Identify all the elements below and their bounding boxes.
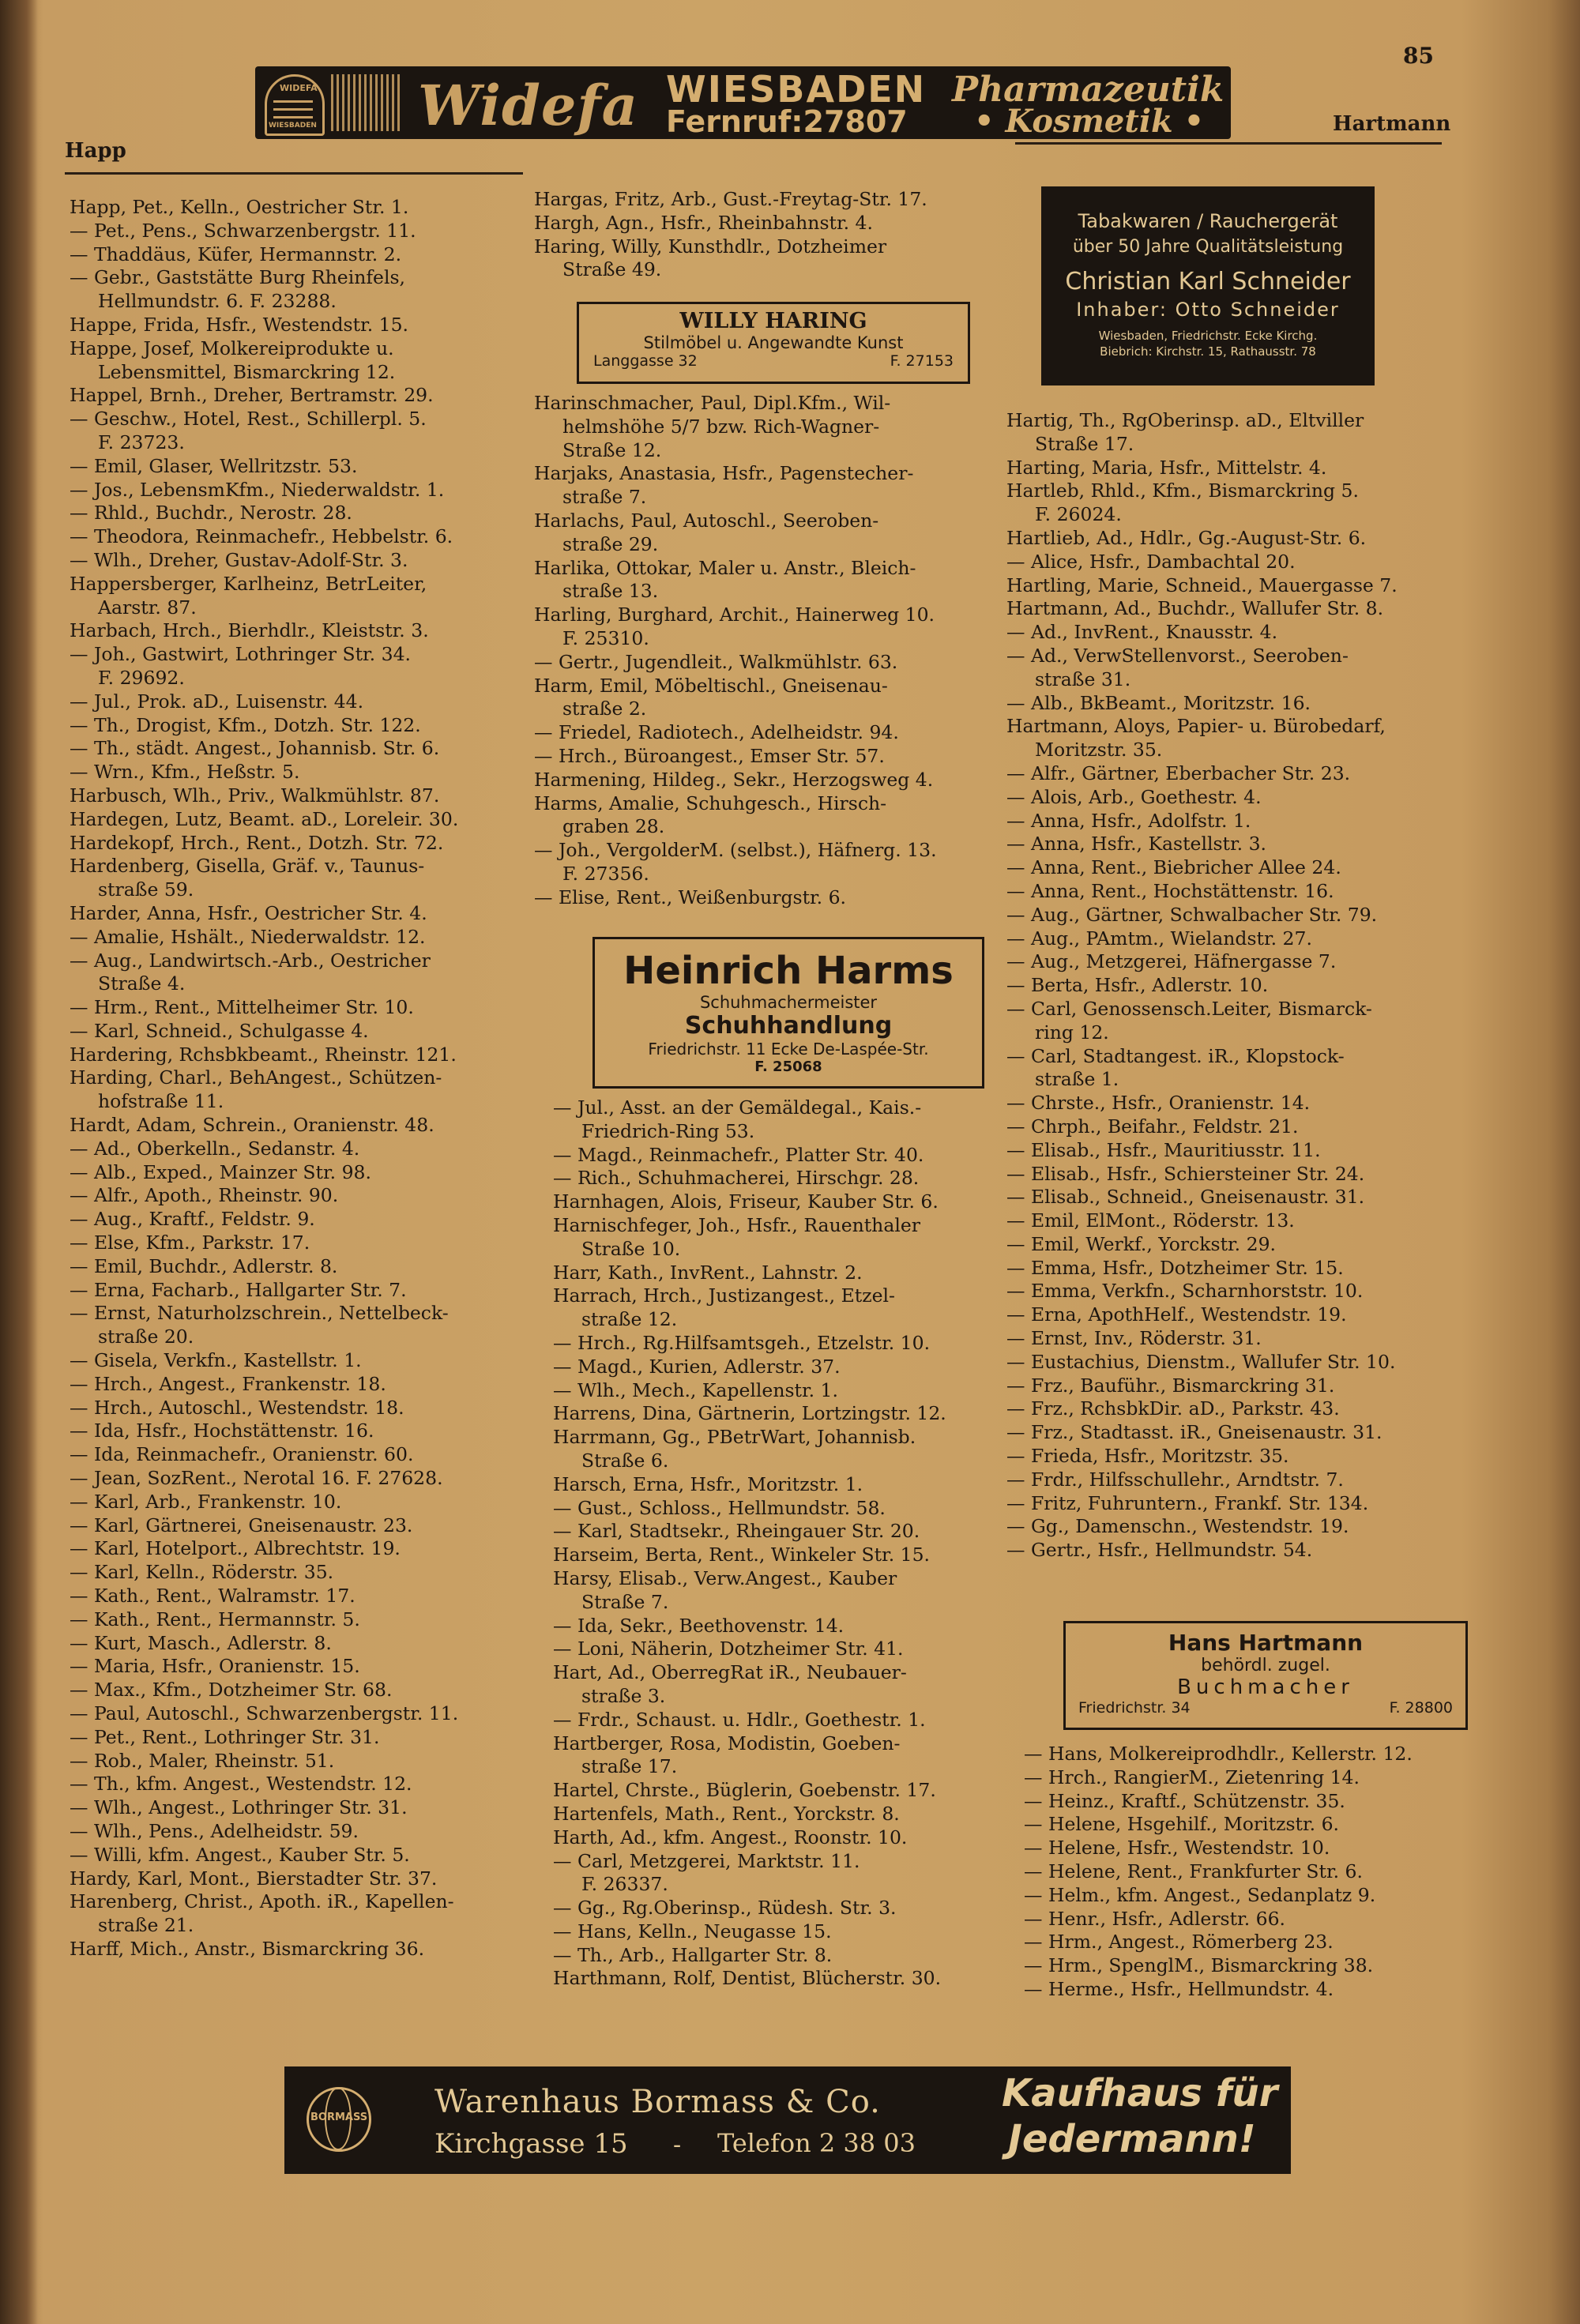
column-2-middle xyxy=(534,392,937,910)
directory-entry: — Elisab., Hsfr., Schiersteiner Str. 24. xyxy=(1006,1162,1365,1185)
directory-entry: — Aug., Gärtner, Schwalbacher Str. 79. xyxy=(1006,903,1378,926)
directory-entry: Straße 4. xyxy=(98,972,186,995)
directory-entry: — Emil, Buchdr., Adlerstr. 8. xyxy=(70,1254,338,1277)
footer-ad-phone: Telefon 2 38 03 xyxy=(717,2128,916,2158)
directory-entry: Harthmann, Rolf, Dentist, Blücherstr. 30. xyxy=(553,1967,942,1990)
directory-entry: Hardt, Adam, Schrein., Oranienstr. 48. xyxy=(70,1114,434,1137)
directory-entry: — Elisab., Schneid., Gneisenaustr. 31. xyxy=(1006,1186,1365,1209)
directory-entry: — Anna, Hsfr., Adolfstr. 1. xyxy=(1006,809,1251,832)
directory-entry: — Aug., Kraftf., Feldstr. 9. xyxy=(70,1208,315,1231)
directory-entry: Harmening, Hildeg., Sekr., Herzogsweg 4. xyxy=(534,768,934,791)
ad-warenhaus-bormass: BORMASS Warenhaus Bormass & Co. Kirchgasse 15 - Telefon 2 38 03 Kaufhaus für Jedermann! xyxy=(284,2066,1291,2174)
directory-entry: Straße 6. xyxy=(581,1449,669,1472)
directory-entry: Hartling, Marie, Schneid., Mauergasse 7. xyxy=(1006,573,1398,596)
directory-entry: Hart, Ad., OberregRat iR., Neubauer- xyxy=(553,1661,907,1684)
directory-entry: straße 17. xyxy=(581,1755,678,1778)
directory-entry: — Emma, Verkfn., Scharnhorststr. 10. xyxy=(1006,1280,1364,1303)
directory-entry: Hartlieb, Ad., Hdlr., Gg.-August-Str. 6. xyxy=(1006,526,1367,549)
directory-entry: — Jul., Prok. aD., Luisenstr. 44. xyxy=(70,690,364,713)
directory-entry: — Alice, Hsfr., Dambachtal 20. xyxy=(1006,550,1296,573)
column-3-bottom xyxy=(1024,1743,1413,2002)
directory-entry: — Th., kfm. Angest., Westendstr. 12. xyxy=(70,1773,412,1796)
directory-entry: straße 13. xyxy=(562,580,659,603)
header-rule-right xyxy=(1015,142,1442,145)
ad-haring-name: WILLY HARING xyxy=(679,309,867,333)
directory-entry: Harting, Maria, Hsfr., Mittelstr. 4. xyxy=(1006,456,1327,479)
directory-entry: Lebensmittel, Bismarckring 12. xyxy=(98,360,396,383)
directory-entry: — Helene, Rent., Frankfurter Str. 6. xyxy=(1024,1860,1363,1882)
directory-entry: — Gertr., Hsfr., Hellmundstr. 54. xyxy=(1006,1539,1313,1562)
directory-entry: — Th., Arb., Hallgarter Str. 8. xyxy=(553,1943,833,1966)
directory-entry: Harenberg, Christ., Apoth. iR., Kapellen- xyxy=(70,1890,454,1913)
ad-willy-haring xyxy=(577,302,970,384)
directory-entry: helmshöhe 5/7 bzw. Rich-Wagner- xyxy=(562,415,880,438)
page-number: 85 xyxy=(1403,43,1434,69)
directory-entry: Hartmann, Aloys, Papier- u. Bürobedarf, xyxy=(1006,715,1386,738)
directory-entry: — Hans, Kelln., Neugasse 15. xyxy=(553,1920,832,1942)
directory-entry: Harm, Emil, Möbeltischl., Gneisenau- xyxy=(534,674,888,697)
directory-entry: — Carl, Metzgerei, Marktstr. 11. xyxy=(553,1849,860,1872)
directory-entry: — Erna, ApothHelf., Westendstr. 19. xyxy=(1006,1303,1347,1326)
ad-schneider-owner: Inhaber: Otto Schneider xyxy=(1076,299,1340,321)
directory-entry: — Karl, Arb., Frankenstr. 10. xyxy=(70,1490,342,1513)
ad-schneider-addr1: Wiesbaden, Friedrichstr. Ecke Kirchg. xyxy=(1098,329,1318,343)
directory-entry: — Anna, Rent., Hochstättenstr. 16. xyxy=(1006,879,1334,902)
directory-entry: Harms, Amalie, Schuhgesch., Hirsch- xyxy=(534,792,887,814)
ad-harms-phone: F. 25068 xyxy=(754,1059,822,1075)
directory-entry: Straße 12. xyxy=(562,438,662,461)
directory-entry: — Wrn., Kfm., Heßstr. 5. xyxy=(70,761,300,784)
directory-entry: Harder, Anna, Hsfr., Oestricher Str. 4. xyxy=(70,901,427,924)
directory-entry: — Magd., Reinmachefr., Platter Str. 40. xyxy=(553,1143,924,1166)
globe-icon xyxy=(307,2087,371,2152)
directory-entry: Hargh, Agn., Hsfr., Rheinbahnstr. 4. xyxy=(534,211,873,234)
directory-entry: — Friedel, Radiotech., Adelheidstr. 94. xyxy=(534,721,899,744)
directory-entry: — Ida, Hsfr., Hochstättenstr. 16. xyxy=(70,1420,374,1442)
directory-entry: — Gg., Rg.Oberinsp., Rüdesh. Str. 3. xyxy=(553,1897,897,1920)
directory-entry: — Joh., VergolderM. (selbst.), Häfnerg. 13. xyxy=(534,839,937,862)
ad-haring-line: Stilmöbel u. Angewandte Kunst xyxy=(643,333,904,352)
directory-entry: — Anna, Rent., Biebricher Allee 24. xyxy=(1006,856,1341,879)
directory-entry: — Theodora, Reinmachefr., Hebbelstr. 6. xyxy=(70,525,453,548)
directory-entry: — Aug., Landwirtsch.-Arb., Oestricher xyxy=(70,949,431,972)
ad-haring-address: Langgasse 32 xyxy=(593,352,698,370)
directory-entry: Harsch, Erna, Hsfr., Moritzstr. 1. xyxy=(553,1472,863,1495)
directory-entry: — Willi, kfm. Angest., Kauber Str. 5. xyxy=(70,1843,410,1866)
directory-entry: — Elise, Rent., Weißenburgstr. 6. xyxy=(534,886,847,908)
directory-entry: — Loni, Näherin, Dotzheimer Str. 41. xyxy=(553,1638,904,1660)
directory-entry: — Emil, Werkf., Yorckstr. 29. xyxy=(1006,1232,1276,1255)
footer-ad-address: Kirchgasse 15 xyxy=(434,2128,628,2160)
directory-entry: — Henr., Hsfr., Adlerstr. 66. xyxy=(1024,1907,1286,1930)
directory-entry: Hartleb, Rhld., Kfm., Bismarckring 5. xyxy=(1006,479,1359,502)
ad-haring-phone: F. 27153 xyxy=(890,352,954,370)
directory-entry: — Aug., PAmtm., Wielandstr. 27. xyxy=(1006,927,1312,950)
directory-entry: — Fritz, Fuhruntern., Frankf. Str. 134. xyxy=(1006,1491,1369,1514)
directory-entry: — Ernst, Inv., Röderstr. 31. xyxy=(1006,1327,1262,1350)
directory-entry: hofstraße 11. xyxy=(98,1090,224,1113)
directory-entry: — Anna, Hsfr., Kastellstr. 3. xyxy=(1006,833,1266,856)
footer-ad-slogan2: Jedermann! xyxy=(1008,2117,1256,2161)
widefa-badge-logo xyxy=(265,74,325,136)
ad-schneider-addr2: Biebrich: Kirchstr. 15, Rathausstr. 78 xyxy=(1100,344,1316,359)
directory-entry: straße 2. xyxy=(562,698,647,720)
directory-entry: F. 23723. xyxy=(98,431,185,453)
ad-harms-address: Friedrichstr. 11 Ecke De-Laspée-Str. xyxy=(648,1040,929,1059)
badge-bottom-text: WIESBADEN xyxy=(269,122,317,130)
directory-entry: — Emil, ElMont., Röderstr. 13. xyxy=(1006,1209,1295,1232)
directory-entry: Hargas, Fritz, Arb., Gust.-Freytag-Str. 17. xyxy=(534,188,927,210)
directory-entry: Happ, Pet., Kelln., Oestricher Str. 1. xyxy=(70,196,409,218)
directory-entry: — Alfr., Gärtner, Eberbacher Str. 23. xyxy=(1006,762,1351,784)
directory-entry: — Ad., VerwStellenvorst., Seeroben- xyxy=(1006,644,1349,667)
ad-schneider-line1: Tabakwaren / Rauchergerät xyxy=(1078,210,1338,232)
directory-entry: Haring, Willy, Kunsthdlr., Dotzheimer xyxy=(534,235,887,258)
ad-hans-hartmann xyxy=(1063,1621,1468,1730)
directory-entry: Harnischfeger, Joh., Hsfr., Rauenthaler xyxy=(553,1213,920,1236)
directory-entry: Harbach, Hrch., Bierhdlr., Kleiststr. 3. xyxy=(70,619,429,642)
globe-label: BORMASS xyxy=(310,2112,368,2123)
directory-entry: — Frdr., Schaust. u. Hdlr., Goethestr. 1. xyxy=(553,1708,926,1731)
left-running-head: Happ xyxy=(65,139,126,163)
ad-harms-name: Heinrich Harms xyxy=(623,949,954,993)
directory-entry: — Gg., Damenschn., Westendstr. 19. xyxy=(1006,1515,1349,1538)
directory-entry: — Joh., Gastwirt, Lothringer Str. 34. xyxy=(70,643,411,666)
footer-ad-slogan1: Kaufhaus für xyxy=(1002,2071,1278,2115)
directory-entry: Happel, Brnh., Dreher, Bertramstr. 29. xyxy=(70,384,434,407)
directory-entry: straße 3. xyxy=(581,1684,666,1707)
directory-entry: straße 20. xyxy=(98,1326,194,1348)
ad-schneider-name: Christian Karl Schneider xyxy=(1065,268,1351,295)
directory-entry: — Paul, Autoschl., Schwarzenbergstr. 11. xyxy=(70,1702,459,1724)
directory-entry: Straße 17. xyxy=(1035,432,1134,455)
directory-entry: — Th., städt. Angest., Johannisb. Str. 6. xyxy=(70,737,440,760)
directory-entry: — Kurt, Masch., Adlerstr. 8. xyxy=(70,1631,332,1654)
directory-entry: — Hans, Molkereiprodhdlr., Kellerstr. 12. xyxy=(1024,1743,1413,1765)
directory-entry: — Jean, SozRent., Nerotal 16. F. 27628. xyxy=(70,1467,443,1490)
directory-entry: — Max., Kfm., Dotzheimer Str. 68. xyxy=(70,1679,393,1702)
directory-entry: Moritzstr. 35. xyxy=(1035,739,1163,762)
directory-entry: straße 29. xyxy=(562,532,659,555)
directory-entry: — Gebr., Gaststätte Burg Rheinfels, xyxy=(70,266,406,289)
ad-hartmann-name: Hans Hartmann xyxy=(1168,1630,1364,1656)
directory-entry: Harrach, Hrch., Justizangest., Etzel- xyxy=(553,1284,895,1307)
directory-entry: Harsy, Elisab., Verw.Angest., Kauber xyxy=(553,1566,897,1589)
column-3-top xyxy=(1006,409,1398,1562)
ad-hartmann-line: behördl. zugel. xyxy=(1201,1656,1330,1675)
directory-entry: — Rob., Maler, Rheinstr. 51. xyxy=(70,1749,335,1772)
directory-entry: Happe, Frida, Hsfr., Westendstr. 15. xyxy=(70,313,409,336)
directory-entry: — Gust., Schloss., Hellmundstr. 58. xyxy=(553,1496,886,1519)
directory-entry: Harinschmacher, Paul, Dipl.Kfm., Wil- xyxy=(534,392,891,414)
directory-entry: straße 59. xyxy=(98,878,194,901)
directory-entry: — Helene, Hsgehilf., Moritzstr. 6. xyxy=(1024,1813,1340,1836)
column-2-top xyxy=(534,188,927,282)
directory-entry: — Frdr., Hilfsschullehr., Arndtstr. 7. xyxy=(1006,1468,1344,1491)
directory-entry: — Eustachius, Dienstm., Wallufer Str. 10. xyxy=(1006,1350,1396,1373)
directory-entry: — Emil, Glaser, Wellritzstr. 53. xyxy=(70,454,358,477)
banner-city: WIESBADEN xyxy=(666,68,927,111)
directory-entry: — Karl, Schneid., Schulgasse 4. xyxy=(70,1019,369,1042)
ad-schneider-line2: über 50 Jahre Qualitätsleistung xyxy=(1072,237,1344,257)
ad-hartmann-phone: F. 28800 xyxy=(1389,1699,1453,1717)
directory-entry: straße 12. xyxy=(581,1308,678,1331)
directory-entry: — Wlh., Mech., Kapellenstr. 1. xyxy=(553,1378,838,1401)
directory-entry: Aarstr. 87. xyxy=(98,596,197,619)
directory-entry: — Rhld., Buchdr., Nerostr. 28. xyxy=(70,502,352,525)
directory-entry: F. 27356. xyxy=(562,862,649,885)
directory-entry: — Carl, Genossensch.Leiter, Bismarck- xyxy=(1006,997,1372,1020)
directory-entry: — Ad., Oberkelln., Sedanstr. 4. xyxy=(70,1137,360,1160)
directory-entry: — Karl, Kelln., Röderstr. 35. xyxy=(70,1561,334,1584)
directory-entry: — Pet., Pens., Schwarzenbergstr. 11. xyxy=(70,219,416,242)
directory-entry: — Kath., Rent., Hermannstr. 5. xyxy=(70,1608,360,1630)
directory-entry: Hartberger, Rosa, Modistin, Goeben- xyxy=(553,1732,901,1754)
directory-entry: — Alfr., Apoth., Rheinstr. 90. xyxy=(70,1184,339,1207)
directory-entry: — Emma, Hsfr., Dotzheimer Str. 15. xyxy=(1006,1256,1344,1279)
directory-entry: F. 26024. xyxy=(1035,503,1122,526)
directory-entry: Friedrich-Ring 53. xyxy=(581,1119,755,1142)
directory-entry: — Thaddäus, Küfer, Hermannstr. 2. xyxy=(70,243,402,265)
column-1 xyxy=(70,196,458,1961)
directory-entry: — Gertr., Jugendleit., Walkmühlstr. 63. xyxy=(534,650,898,673)
directory-entry: Hellmundstr. 6. F. 23288. xyxy=(98,290,337,313)
ad-hartmann-address: Friedrichstr. 34 xyxy=(1078,1699,1191,1717)
directory-entry: Hartenfels, Math., Rent., Yorckstr. 8. xyxy=(553,1802,900,1825)
directory-entry: — Hrch., Rg.Hilfsamtsgeh., Etzelstr. 10. xyxy=(553,1331,931,1354)
directory-entry: Hardegen, Lutz, Beamt. aD., Loreleir. 30. xyxy=(70,807,459,830)
right-running-head: Hartmann xyxy=(1333,112,1451,136)
directory-entry: — Geschw., Hotel, Rest., Schillerpl. 5. xyxy=(70,408,427,431)
directory-entry: Harseim, Berta, Rent., Winkeler Str. 15. xyxy=(553,1544,931,1566)
directory-entry: Harling, Burghard, Archit., Hainerweg 10. xyxy=(534,604,935,626)
directory-entry: Harrens, Dina, Gärtnerin, Lortzingstr. 12. xyxy=(553,1402,946,1425)
directory-entry: — Heinz., Kraftf., Schützenstr. 35. xyxy=(1024,1789,1345,1812)
directory-entry: Harding, Charl., BehAngest., Schützen- xyxy=(70,1066,442,1089)
directory-entry: — Magd., Kurien, Adlerstr. 37. xyxy=(553,1355,841,1378)
directory-entry: — Ernst, Naturholzschrein., Nettelbeck- xyxy=(70,1302,449,1325)
directory-entry: — Hrm., Rent., Mittelheimer Str. 10. xyxy=(70,996,414,1019)
directory-entry: Harr, Kath., InvRent., Lahnstr. 2. xyxy=(553,1261,863,1284)
directory-entry: Harbusch, Wlh., Priv., Walkmühlstr. 87. xyxy=(70,784,440,807)
directory-entry: — Hrch., Autoschl., Westendstr. 18. xyxy=(70,1396,404,1419)
directory-entry: — Karl, Stadtsekr., Rheingauer Str. 20. xyxy=(553,1520,920,1543)
directory-entry: Hardy, Karl, Mont., Bierstadter Str. 37. xyxy=(70,1867,438,1890)
directory-entry: — Frz., RchsbkDir. aD., Parkstr. 43. xyxy=(1006,1397,1340,1420)
footer-ad-name: Warenhaus Bormass & Co. xyxy=(434,2084,881,2120)
book-binding xyxy=(0,0,38,2324)
directory-entry: — Hrm., SpenglM., Bismarckring 38. xyxy=(1024,1954,1374,1977)
directory-entry: — Frz., Stadtasst. iR., Gneisenaustr. 31. xyxy=(1006,1421,1382,1444)
directory-entry: graben 28. xyxy=(562,815,665,838)
directory-entry: — Hrch., Angest., Frankenstr. 18. xyxy=(70,1372,386,1395)
directory-entry: F. 26337. xyxy=(581,1873,668,1896)
directory-entry: Harff, Mich., Anstr., Bismarckring 36. xyxy=(70,1937,425,1960)
directory-entry: — Erna, Facharb., Hallgarter Str. 7. xyxy=(70,1278,407,1301)
header-rule-left xyxy=(65,172,523,175)
directory-entry: Harlika, Ottokar, Maler u. Anstr., Bleich- xyxy=(534,556,916,579)
directory-entry: — Alb., BkBeamt., Moritzstr. 16. xyxy=(1006,691,1311,714)
directory-entry: — Elisab., Hsfr., Mauritiusstr. 11. xyxy=(1006,1138,1321,1161)
directory-entry: straße 7. xyxy=(562,486,647,509)
directory-entry: — Berta, Hsfr., Adlerstr. 10. xyxy=(1006,974,1269,997)
directory-entry: Harth, Ad., kfm. Angest., Roonstr. 10. xyxy=(553,1826,908,1848)
directory-entry: — Frieda, Hsfr., Moritzstr. 35. xyxy=(1006,1445,1289,1468)
directory-entry: Harlachs, Paul, Autoschl., Seeroben- xyxy=(534,509,879,532)
banner-phone: Fernruf:27807 xyxy=(666,104,908,139)
directory-entry: F. 29692. xyxy=(98,666,185,689)
directory-entry: Harnhagen, Alois, Friseur, Kauber Str. 6. xyxy=(553,1190,939,1213)
directory-entry: — Th., Drogist, Kfm., Dotzh. Str. 122. xyxy=(70,713,421,736)
ad-harms-shop: Schuhhandlung xyxy=(684,1012,893,1040)
directory-entry: — Pet., Rent., Lothringer Str. 31. xyxy=(70,1725,380,1748)
directory-entry: — Herme., Hsfr., Hellmundstr. 4. xyxy=(1024,1977,1334,2000)
directory-entry: — Amalie, Hshält., Niederwaldstr. 12. xyxy=(70,925,426,948)
directory-entry: Harjaks, Anastasia, Hsfr., Pagenstecher- xyxy=(534,462,914,485)
directory-entry: straße 21. xyxy=(98,1914,194,1937)
directory-entry: — Aug., Metzgerei, Häfnergasse 7. xyxy=(1006,950,1337,973)
directory-entry: Hartmann, Ad., Buchdr., Wallufer Str. 8. xyxy=(1006,597,1384,620)
banner-line1: Pharmazeutik xyxy=(952,70,1224,110)
ad-christian-karl-schneider xyxy=(1041,186,1375,385)
directory-entry: — Karl, Gärtnerei, Gneisenaustr. 23. xyxy=(70,1514,413,1536)
directory-entry: Harrmann, Gg., PBetrWart, Johannisb. xyxy=(553,1426,916,1449)
directory-entry: — Hrch., RangierM., Zietenring 14. xyxy=(1024,1766,1360,1788)
barcode-stripes xyxy=(331,74,402,131)
widefa-banner-ad xyxy=(255,66,1231,139)
brand-logo: Widefa xyxy=(418,73,638,138)
directory-entry: — Rich., Schuhmacherei, Hirschgr. 28. xyxy=(553,1167,920,1190)
directory-entry: Happersberger, Karlheinz, BetrLeiter, xyxy=(70,572,427,595)
directory-entry: — Wlh., Dreher, Gustav-Adolf-Str. 3. xyxy=(70,548,408,571)
directory-entry: — Wlh., Pens., Adelheidstr. 59. xyxy=(70,1819,359,1842)
directory-entry: ring 12. xyxy=(1035,1021,1109,1044)
directory-entry: — Chrph., Beifahr., Feldstr. 21. xyxy=(1006,1115,1299,1138)
banner-line2: • Kosmetik • xyxy=(974,103,1205,140)
directory-entry: Hardekopf, Hrch., Rent., Dotzh. Str. 72. xyxy=(70,831,444,854)
directory-entry: Hardenberg, Gisella, Gräf. v., Taunus- xyxy=(70,855,425,878)
directory-entry: — Chrste., Hsfr., Oranienstr. 14. xyxy=(1006,1092,1311,1115)
directory-entry: — Hrch., Büroangest., Emser Str. 57. xyxy=(534,744,885,767)
directory-entry: — Helm., kfm. Angest., Sedanplatz 9. xyxy=(1024,1883,1376,1906)
directory-entry: — Else, Kfm., Parkstr. 17. xyxy=(70,1232,310,1254)
directory-entry: — Wlh., Angest., Lothringer Str. 31. xyxy=(70,1796,408,1819)
directory-entry: — Gisela, Verkfn., Kastellstr. 1. xyxy=(70,1349,362,1372)
directory-entry: — Jos., LebensmKfm., Niederwaldstr. 1. xyxy=(70,478,445,501)
ad-heinrich-harms xyxy=(592,937,984,1089)
ad-hartmann-title: Buchmacher xyxy=(1177,1675,1354,1699)
badge-top-text: WIDEFA xyxy=(280,83,318,93)
directory-entry: Hardering, Rchsbkbeamt., Rheinstr. 121. xyxy=(70,1043,457,1066)
directory-entry: straße 1. xyxy=(1035,1068,1119,1091)
directory-entry: — Alois, Arb., Goethestr. 4. xyxy=(1006,785,1262,808)
directory-entry: — Helene, Hsfr., Westendstr. 10. xyxy=(1024,1837,1330,1860)
directory-entry: Hartig, Th., RgOberinsp. aD., Eltviller xyxy=(1006,409,1364,431)
directory-entry: Straße 49. xyxy=(562,258,662,281)
directory-entry: Happe, Josef, Molkereiprodukte u. xyxy=(70,337,394,359)
directory-entry: — Hrm., Angest., Römerberg 23. xyxy=(1024,1931,1334,1954)
directory-entry: — Carl, Stadtangest. iR., Klopstock- xyxy=(1006,1044,1345,1067)
directory-entry: — Ida, Sekr., Beethovenstr. 14. xyxy=(553,1614,845,1637)
directory-entry: Straße 7. xyxy=(581,1590,669,1613)
directory-entry: — Maria, Hsfr., Oranienstr. 15. xyxy=(70,1655,360,1678)
directory-entry: — Kath., Rent., Walramstr. 17. xyxy=(70,1585,356,1608)
directory-entry: F. 25310. xyxy=(562,626,649,649)
ad-harms-title: Schuhmachermeister xyxy=(699,993,878,1012)
directory-entry: — Ida, Reinmachefr., Oranienstr. 60. xyxy=(70,1443,414,1466)
directory-entry: — Ad., InvRent., Knausstr. 4. xyxy=(1006,621,1278,644)
directory-entry: — Alb., Exped., Mainzer Str. 98. xyxy=(70,1160,371,1183)
directory-entry: — Frz., Bauführ., Bismarckring 31. xyxy=(1006,1374,1335,1397)
directory-entry: Straße 10. xyxy=(581,1237,681,1260)
column-2-bottom xyxy=(553,1096,946,1991)
directory-entry: — Jul., Asst. an der Gemäldegal., Kais.- xyxy=(553,1096,922,1119)
directory-entry: Hartel, Chrste., Büglerin, Goebenstr. 17. xyxy=(553,1779,936,1802)
directory-entry: — Karl, Hotelport., Albrechtstr. 19. xyxy=(70,1537,401,1560)
directory-entry: straße 31. xyxy=(1035,667,1131,690)
